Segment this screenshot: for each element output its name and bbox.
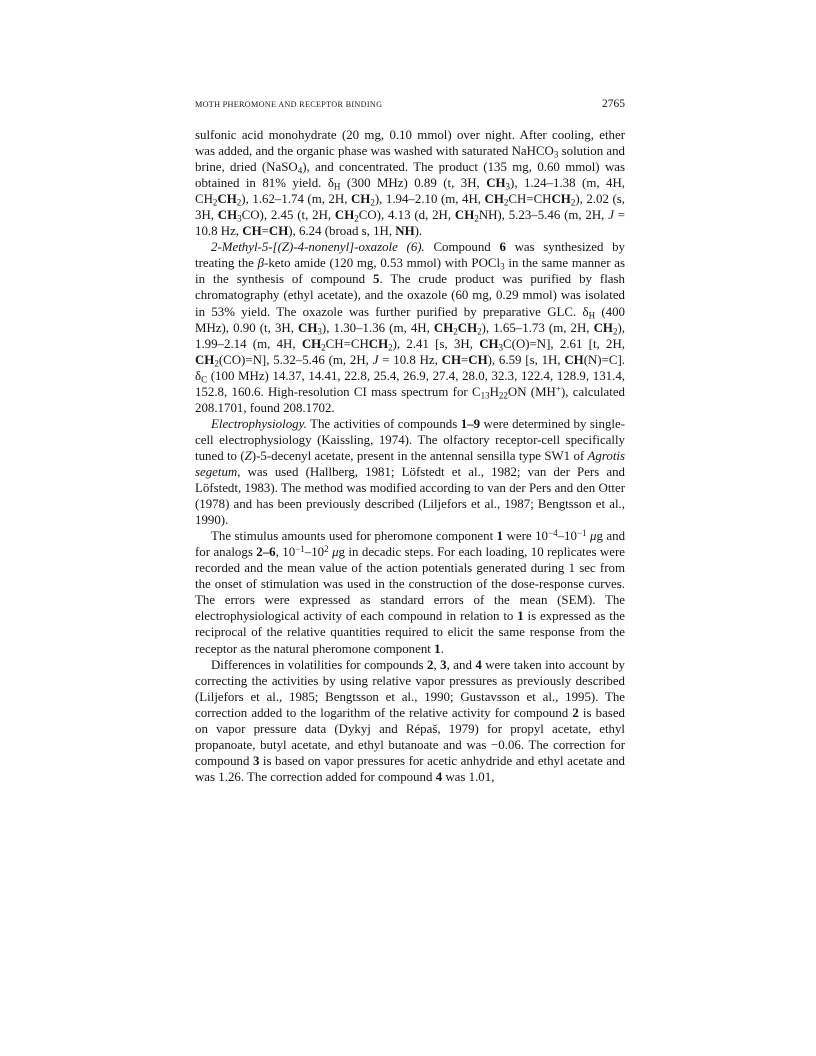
paragraph-text: sulfonic acid monohydrate (20 mg, 0.10 mmol) over night. After cooling, ether was added, and the organic phase was washed with saturated NaHCO$_3$ solution and brine, dried (NaSO$_4$), and concentrated. The product (135 mg, 0.60 mmol) was obtained in 81% yield. $\delta_H$ (300 MHz) 0.89 (t, 3H, $CH_3$), 1.24–1.38 (m, 4H, $CH_2CH_2$), 1.62–1.74 (m, 2H, $CH_2$), 1.94–2.10 (m, 4H, $CH_2CH=CHCH_2$), 2.02 (s, 3H, $CH_3CO$), 2.45 (t, 2H, $CH_2CO$), 4.13 (d, 2H, $CH_2NH$), 5.23–5.46 (m, 2H, J = 10.8 Hz, CH=CH), 6.24 (broad s, 1H, NH). bbox=[195, 128, 626, 239]
paragraph-heading: Electrophysiology. bbox=[211, 416, 307, 431]
paragraph-text: The stimulus amounts used for pheromone component 1 were $10^{-4}-10^{-1}$ μg and for analogs 2–6, $10^{-1}-10^2$ μg in decadic steps. For each loading, 10 replicates were recorded and the mean value of the action potentials generated during 1 sec from the onset of stimulation was used in the construction of the dose-response curves. The errors were expressed as standard errors of the mean (SEM). The electrophysiological activity of each compound in relation to 1 is expressed as the reciprocal of the relative quantities required to elicit the same response from the receptor as the natural pheromone component 1. bbox=[195, 528, 626, 656]
paragraph-text: Differences in volatilities for compounds 2, 3, and 4 were taken into account by correcting the activities by using relative vapor pressures as previously described (Liljefors et al., 1985; Bengtsson et al., 1990; Gustavsson et al., 1995). The correction added to the logarithm of the relative activity for compound 2 is based on vapor pressure data (Dykyj and Répaš, 1979) for propyl acetate, ethyl propanoate, butyl acetate, and ethyl butanoate and was −0.06. The correction for compound 3 is based on vapor pressures for acetic anhydride and ethyl acetate and was 1.26. The correction added for compound 4 was 1.01, bbox=[195, 657, 626, 784]
paragraph bbox=[195, 127, 625, 239]
paragraph-heading: 2-Methyl-5-[(Z)-4-nonenyl]-oxazole (6). bbox=[211, 240, 425, 255]
paragraph bbox=[195, 239, 625, 416]
paragraph-text: The activities of compounds 1–9 were determined by single-cell electrophysiology (Kaissling, 1974). The olfactory receptor-cell specifically tuned to (Z)-5-decenyl acetate, present in the antennal sensilla type SW1 of Agrotis segetum, was used (Hallberg, 1981; Löfstedt et al., 1982; van der Pers and Löfstedt, 1983). The method was modified according to van der Pers and den Otter (1978) and has been previously described (Liljefors et al., 1987; Bengtsson et al., 1990). bbox=[195, 416, 626, 528]
paragraph-text: Compound 6 was synthesized by treating the β-keto amide (120 mg, 0.53 mmol) with POCl$_3$ in the same manner as in the synthesis of compound 5. The crude product was purified by flash chromatography (ethyl acetate), and the oxazole (60 mg, 0.29 mmol) was isolated in 53% yield. The oxazole was further purified by preparative GLC. $\delta_H$ (400 MHz), 0.90 (t, 3H, $CH_3$), 1.30–1.36 (m, 4H, $CH_2CH_2$), 1.65–1.73 (m, 2H, $CH_2$), 1.99–2.14 (m, 4H, $CH_2CH=CHCH_2$), 2.41 [s, 3H, $CH_3C(O)=N$], 2.61 [t, 2H, $CH_2(CO)=N$], 5.32–5.46 (m, 2H, J = 10.8 Hz, CH=CH), 6.59 [s, 1H, CH(N)=C]. $\delta_C$ (100 MHz) 14.37, 14.41, 22.8, 25.4, 26.9, 27.4, 28.0, 32.3, 122.4, 128.9, 131.4, 152.8, 160.6. High-resolution CI mass spectrum for $C_{13}H_{22}ON$ (MH+), calculated 208.1701, found 208.1702. bbox=[195, 240, 626, 415]
paragraph bbox=[195, 657, 625, 785]
journal-page bbox=[195, 98, 625, 785]
running-title: MOTH PHEROMONE AND RECEPTOR BINDING bbox=[195, 100, 383, 109]
running-head bbox=[195, 98, 625, 110]
body-text bbox=[195, 127, 625, 785]
page-number: 2765 bbox=[602, 98, 625, 110]
paragraph bbox=[195, 528, 625, 656]
paragraph bbox=[195, 416, 625, 528]
